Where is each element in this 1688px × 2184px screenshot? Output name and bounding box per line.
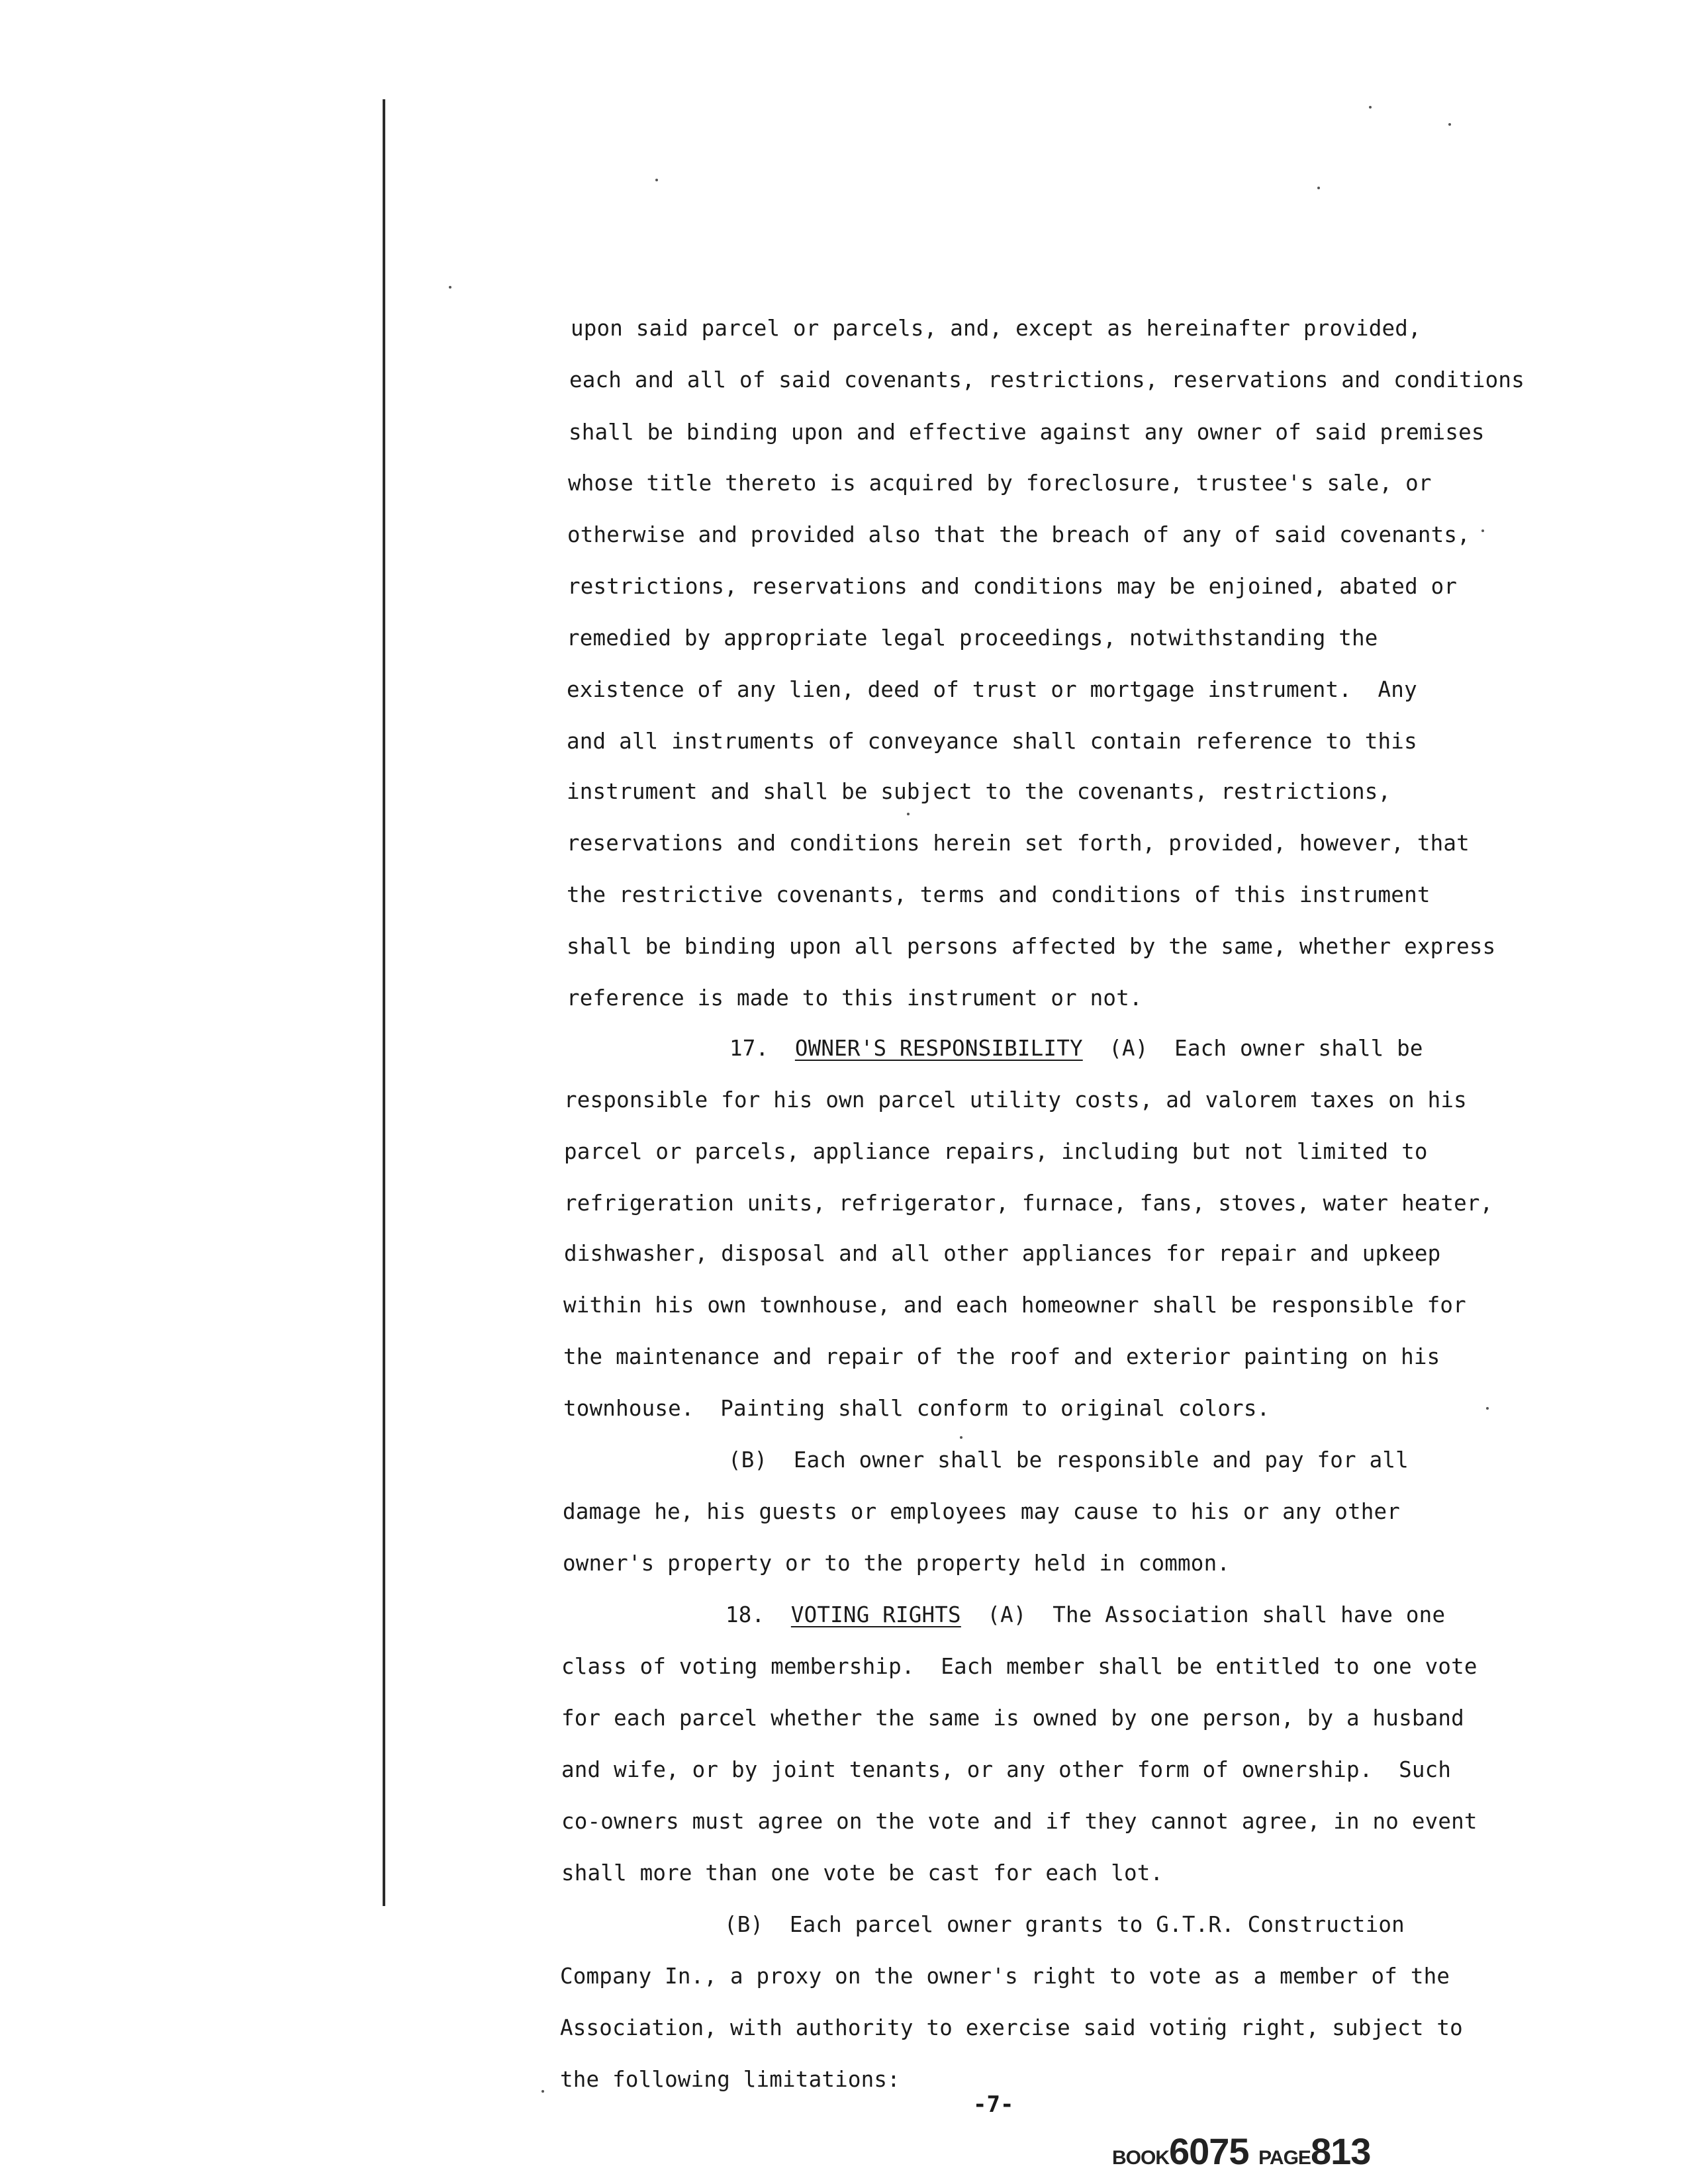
- body-line: the maintenance and repair of the roof and exterior painting on his: [563, 1344, 1440, 1369]
- body-line: co-owners must agree on the vote and if they cannot agree, in no event: [561, 1809, 1477, 1834]
- book-number: 6075: [1169, 2130, 1249, 2172]
- body-line: whose title thereto is acquired by foreclosure, trustee's sale, or: [568, 471, 1432, 496]
- body-line: owner's property or to the property held in common.: [563, 1551, 1231, 1576]
- body-line: reservations and conditions herein set forth, provided, however, that: [567, 831, 1470, 856]
- body-line: shall be binding upon and effective against any owner of said premises: [569, 420, 1485, 445]
- body-line: responsible for his own parcel utility costs, ad valorem taxes on his: [564, 1087, 1467, 1113]
- body-line: and all instruments of conveyance shall contain reference to this: [567, 729, 1417, 754]
- body-line: damage he, his guests or employees may cause to his or any other: [563, 1499, 1401, 1524]
- book-page-stamp: [1112, 2130, 1370, 2173]
- body-line: parcel or parcels, appliance repairs, including but not limited to: [564, 1139, 1428, 1164]
- body-line: refrigeration units, refrigerator, furnace, fans, stoves, water heater,: [564, 1191, 1493, 1216]
- body-line: restrictions, reservations and conditions may be enjoined, abated or: [567, 574, 1458, 599]
- section-18-b-intro: (B) Each parcel owner grants to G.T.R. Construction: [724, 1912, 1405, 1937]
- body-line: the restrictive covenants, terms and conditions of this instrument: [567, 882, 1430, 907]
- body-line: instrument and shall be subject to the covenants, restrictions,: [567, 779, 1391, 804]
- body-line: shall be binding upon all persons affected by the same, whether express: [567, 934, 1496, 959]
- body-line: otherwise and provided also that the breach of any of said covenants,: [567, 522, 1470, 547]
- section-18-heading-line: [726, 1602, 1445, 1628]
- body-line: dishwasher, disposal and all other appliances for repair and upkeep: [564, 1241, 1441, 1266]
- body-line: townhouse. Painting shall conform to original colors.: [563, 1396, 1270, 1421]
- body-line: upon said parcel or parcels, and, except as hereinafter provided,: [571, 316, 1421, 341]
- section-18-heading: VOTING RIGHTS: [790, 1602, 961, 1627]
- section-18-a-intro: (A) The Association shall have one: [987, 1602, 1446, 1627]
- body-line: Association, with authority to exercise said voting right, subject to: [560, 2015, 1463, 2040]
- body-line: and wife, or by joint tenants, or any other form of ownership. Such: [561, 1757, 1452, 1782]
- body-line: the following limitations:: [560, 2067, 900, 2092]
- section-17-heading: OWNER'S RESPONSIBILITY: [794, 1036, 1083, 1061]
- section-17-a-intro: (A) Each owner shall be: [1109, 1036, 1423, 1061]
- book-label: BOOK: [1112, 2147, 1169, 2169]
- body-line: for each parcel whether the same is owned by one person, by a husband: [561, 1706, 1464, 1731]
- body-line: remedied by appropriate legal proceedings, notwithstanding the: [567, 625, 1378, 651]
- section-17-heading-line: [729, 1035, 1423, 1062]
- body-line: within his own townhouse, and each homeowner shall be responsible for: [563, 1293, 1466, 1318]
- section-18-number: 18.: [726, 1602, 765, 1627]
- page-value: 813: [1310, 2130, 1371, 2172]
- body-line: each and all of said covenants, restrictions, reservations and conditions: [569, 367, 1524, 392]
- body-line: Company In., a proxy on the owner's right to vote as a member of the: [560, 1964, 1450, 1989]
- body-line: existence of any lien, deed of trust or mortgage instrument. Any: [567, 677, 1417, 702]
- section-17-b-intro: (B) Each owner shall be responsible and pay for all: [728, 1447, 1409, 1473]
- section-17-number: 17.: [729, 1036, 769, 1061]
- page-label: PAGE: [1258, 2147, 1311, 2169]
- body-line: reference is made to this instrument or not.: [567, 985, 1143, 1011]
- page-number: -7-: [973, 2091, 1014, 2118]
- body-line: shall more than one vote be cast for each lot.: [561, 1860, 1164, 1886]
- body-line: class of voting membership. Each member shall be entitled to one vote: [561, 1654, 1477, 1679]
